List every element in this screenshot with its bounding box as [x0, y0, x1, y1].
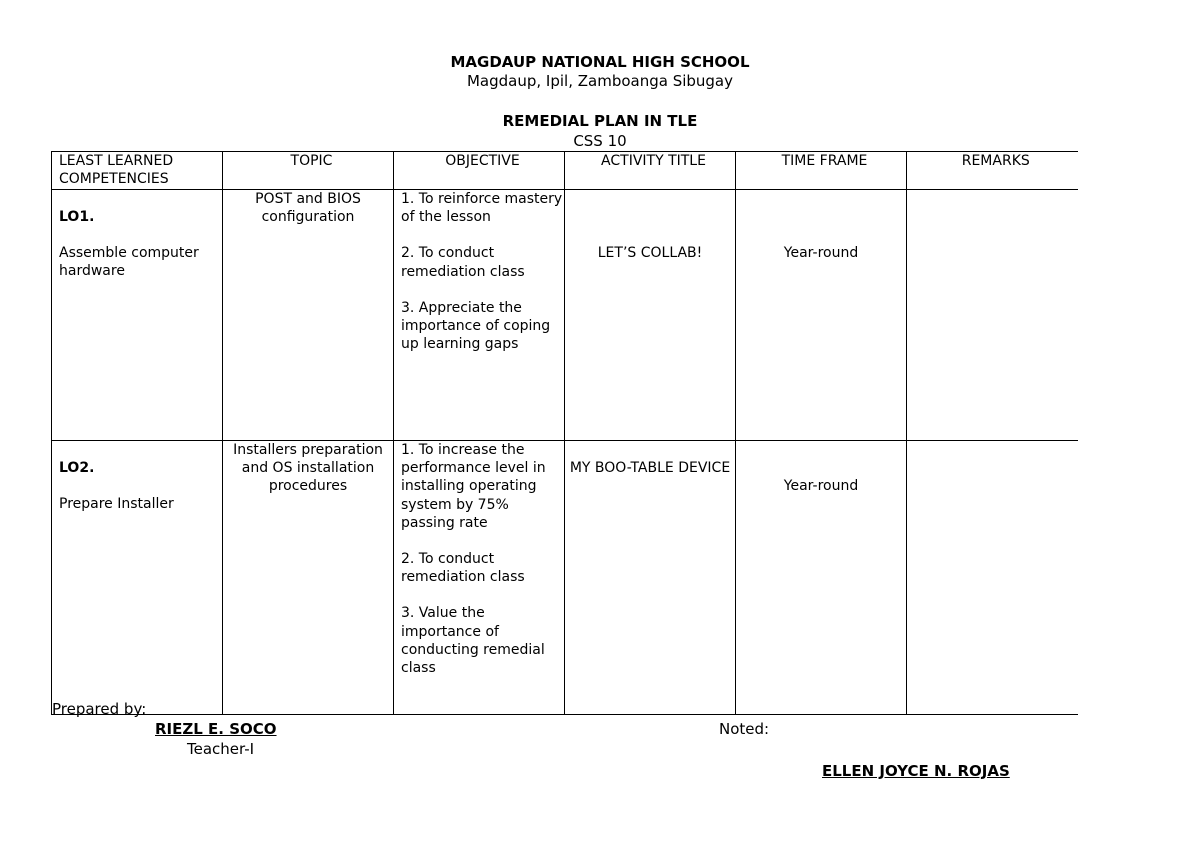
objective-item: 1. To reinforce mastery of the lesson — [401, 191, 563, 226]
objective-item: 2. To conduct remediation class — [401, 245, 525, 280]
objective-item: 3. Value the importance of conducting remedial class — [401, 605, 545, 677]
time-frame-text: Year-round — [783, 245, 859, 261]
objective-item: 3. Appreciate the importance of coping up learning gaps — [401, 299, 551, 353]
table-row — [52, 441, 1078, 715]
column-header-competencies: LEAST LEARNED COMPETENCIES — [52, 152, 223, 190]
time-frame-cell — [736, 441, 907, 715]
activity-title-cell — [565, 441, 736, 715]
competency-cell — [52, 190, 223, 441]
table-header-row — [52, 152, 1078, 190]
noted-label: Noted: — [719, 720, 770, 738]
competency-text: Prepare Installer — [59, 496, 174, 513]
column-header-topic: TOPIC — [223, 152, 394, 190]
column-header-remarks: REMARKS — [907, 152, 1078, 190]
noted-by-name: ELLEN JOYCE N. ROJAS — [822, 762, 1010, 780]
table-row — [52, 190, 1078, 441]
activity-title-cell — [565, 190, 736, 441]
objective-cell — [394, 190, 565, 441]
topic-cell: Installers preparation and OS installation procedures — [223, 441, 394, 715]
activity-title-text: MY BOO-TABLE DEVICE — [569, 460, 731, 476]
learning-outcome-label: LO2. — [59, 460, 95, 476]
column-header-activity-title: ACTIVITY TITLE — [565, 152, 736, 190]
column-header-objective: OBJECTIVE — [394, 152, 565, 190]
competency-cell — [52, 441, 223, 715]
prepared-by-name: RIEZL E. SOCO — [155, 720, 277, 738]
subject-title: CSS 10 — [573, 132, 627, 150]
prepared-by-position: Teacher-I — [187, 740, 255, 758]
objective-cell — [394, 441, 565, 715]
column-header-time-frame: TIME FRAME — [736, 152, 907, 190]
activity-title-text: LET’S COLLAB! — [597, 245, 703, 261]
learning-outcome-label: LO1. — [59, 209, 95, 225]
objective-item: 1. To increase the performance level in installing operating system by 75% passing rate — [401, 442, 546, 531]
remarks-cell — [907, 441, 1078, 715]
school-address: Magdaup, Ipil, Zamboanga Sibugay — [466, 72, 733, 90]
time-frame-text: Year-round — [783, 478, 859, 494]
topic-cell: POST and BIOS configuration — [223, 190, 394, 441]
prepared-by-label: Prepared by: — [52, 700, 147, 718]
objective-item: 2. To conduct remediation class — [401, 551, 525, 586]
plan-title: REMEDIAL PLAN IN TLE — [502, 112, 698, 130]
school-name: MAGDAUP NATIONAL HIGH SCHOOL — [450, 53, 750, 71]
remarks-cell — [907, 190, 1078, 441]
remedial-plan-table — [51, 151, 1078, 715]
competency-text: Assemble computer hardware — [59, 245, 199, 280]
time-frame-cell — [736, 190, 907, 441]
